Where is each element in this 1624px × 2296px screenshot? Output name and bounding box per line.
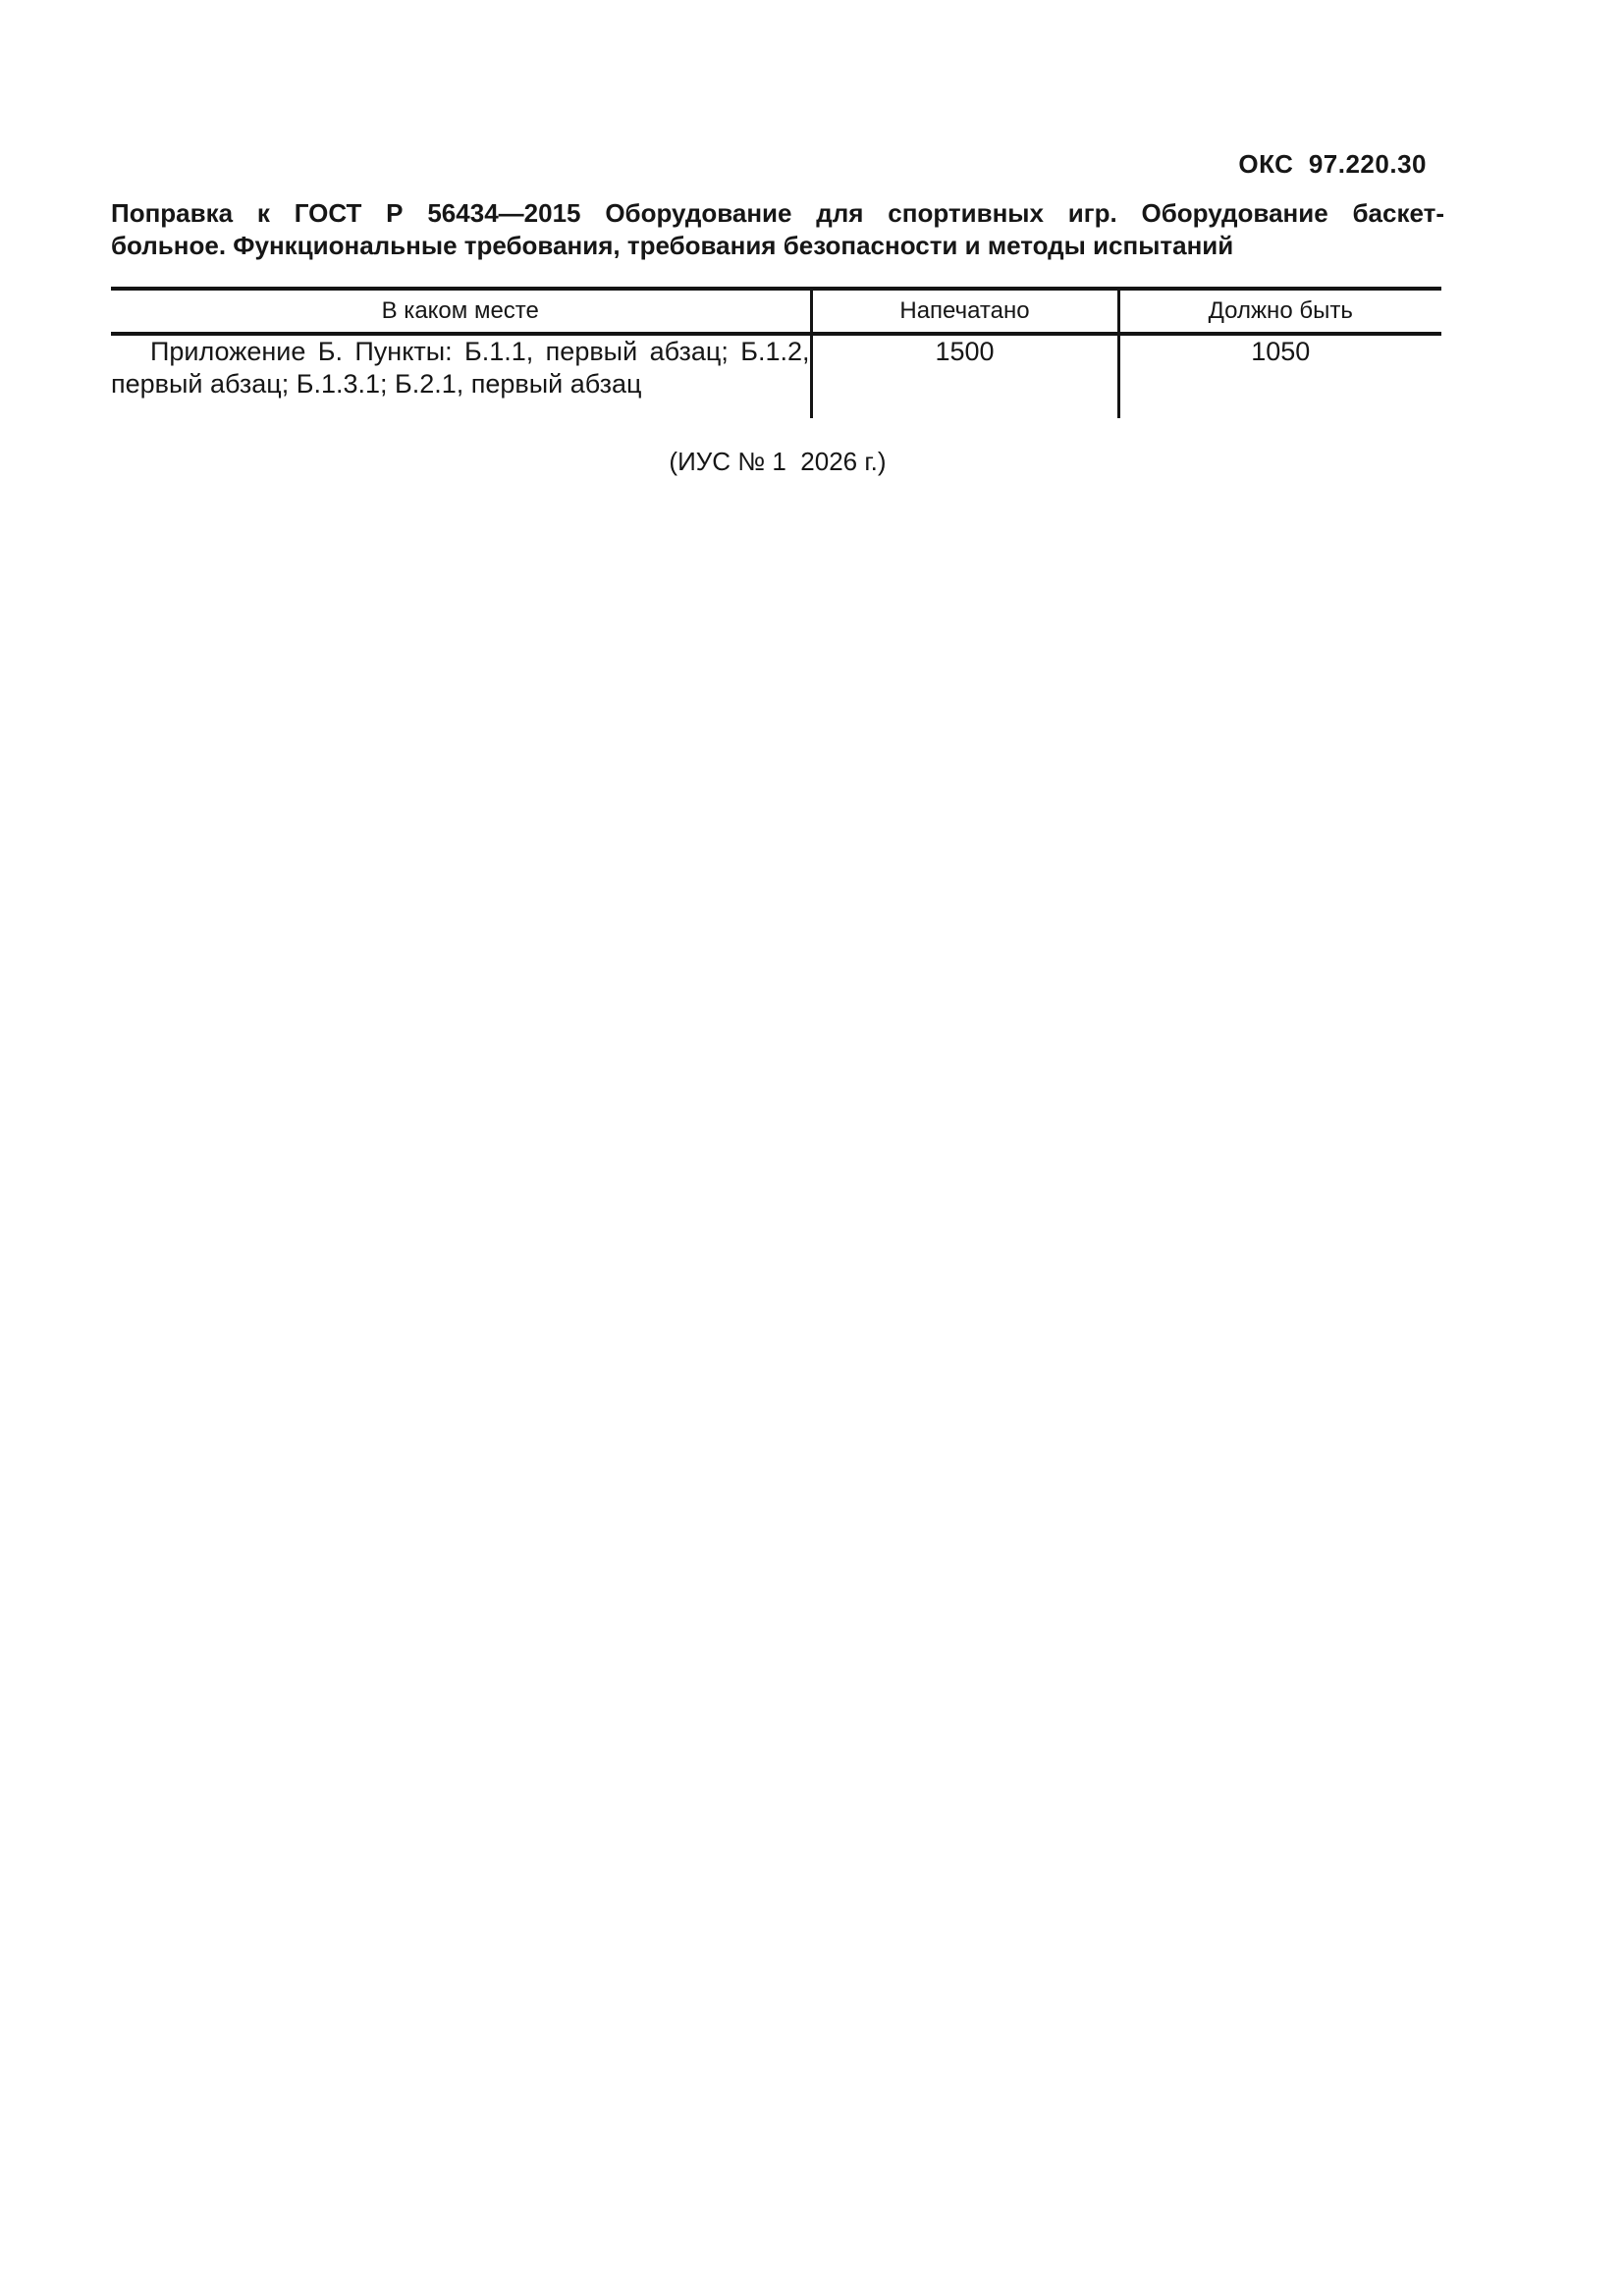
content-block — [111, 148, 1444, 478]
oks-classification-code: ОКС 97.220.30 — [1238, 149, 1427, 179]
column-header-location: В каком месте — [111, 289, 811, 334]
ius-publication-note: (ИУС № 1 2026 г.) — [669, 447, 887, 476]
errata-table-header-row — [111, 289, 1441, 334]
cell-printed-value: 1500 — [811, 334, 1118, 418]
document-title-line-1: Поправка к ГОСТ Р 56434—2015 Оборудование для спортивных игр. Оборудование баскет- — [111, 198, 1444, 228]
errata-table-row — [111, 334, 1441, 418]
column-header-should-be: Должно быть — [1118, 289, 1441, 334]
cell-location — [111, 334, 811, 418]
cell-location-line-1: Приложение Б. Пункты: Б.1.1, первый абзац; Б.1.2, — [150, 337, 810, 366]
document-title — [111, 197, 1444, 262]
column-header-printed: Напечатано — [811, 289, 1118, 334]
cell-should-be-value: 1050 — [1118, 334, 1441, 418]
errata-table — [111, 287, 1441, 418]
document-title-line-2: больное. Функциональные требования, требования безопасности и методы испытаний — [111, 231, 1234, 260]
cell-location-line-2: первый абзац; Б.1.3.1; Б.2.1, первый абзац — [111, 369, 642, 399]
